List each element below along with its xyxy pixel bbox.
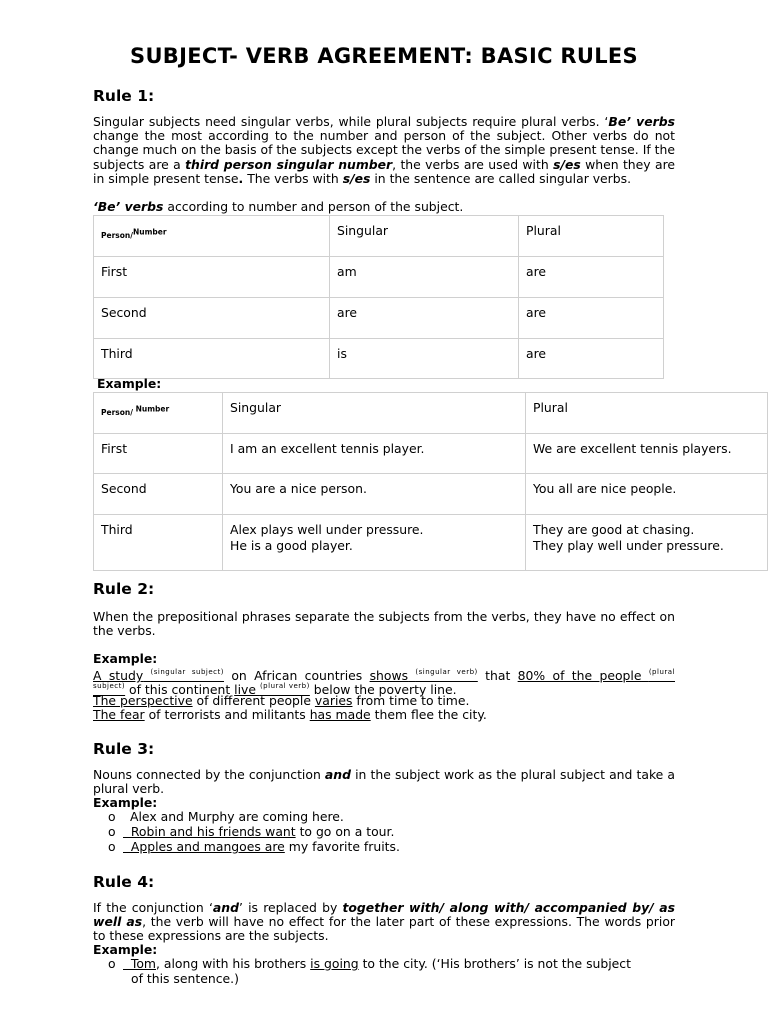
rule2-intro: When the prepositional phrases separate the subjects from the verbs, they have no effect on the verbs. bbox=[93, 609, 675, 639]
table-row bbox=[94, 515, 768, 571]
rule4-bullet-1: o Tom, along with his brothers is going to the city. (‘His brothers’ is not the subject bbox=[108, 956, 631, 971]
rule3-bullet-3: o Apples and mangoes are my favorite fruits. bbox=[108, 839, 400, 854]
plural-cell: are bbox=[519, 257, 664, 298]
rule2-example-2: The perspective of different people varies from time to time. bbox=[93, 693, 470, 708]
rule3-heading: Rule 3: bbox=[93, 740, 155, 758]
rule3-intro: Nouns connected by the conjunction and in the subject work as the plural subject and take a plural verb. bbox=[93, 767, 675, 797]
rule2-example-1-line1: A study $^{(singular subject)}$ on African countries shows $^{(singular verb)}$ that 80% of the people $^{(plural}$ bbox=[93, 668, 675, 683]
rule4-bullet-1-cont: of this sentence.) bbox=[131, 971, 239, 986]
rule2-example-1-line2: $^{subject)}$ of this continent live $^{(plural verb)}$ below the poverty line. bbox=[93, 682, 457, 697]
singular-header: Singular bbox=[223, 393, 526, 434]
table-row bbox=[94, 339, 664, 379]
person-number-header: Person/$^{Number}$ bbox=[94, 216, 330, 257]
page-title: SUBJECT- VERB AGREEMENT: BASIC RULES bbox=[130, 44, 638, 68]
person-number-header: Person/ $^{Number}$ bbox=[94, 393, 223, 434]
rule2-example-3: The fear of terrorists and militants has made them flee the city. bbox=[93, 707, 487, 722]
rule4-example-label: Example: bbox=[93, 942, 158, 957]
plural-cell: are bbox=[519, 298, 664, 339]
singular-cell: Alex plays well under pressure. He is a good player. bbox=[223, 515, 526, 571]
rule1-example-label: Example: bbox=[97, 376, 162, 391]
person-cell: Second bbox=[94, 474, 223, 515]
rule1-intro: Singular subjects need singular verbs, while plural subjects require plural verbs. ‘Be’ verbs change the most according to the number and person of the subject. Other verbs do not change much on the basis of the subjects except the verbs of the simple present tense. If the subjects are a third person singular number, the verbs are used with s/es when they are in simple present tense. The verbs with s/es in the sentence are called singular verbs. bbox=[93, 114, 676, 186]
be-verbs-table bbox=[93, 215, 664, 379]
singular-cell: am bbox=[330, 257, 519, 298]
singular-header: Singular bbox=[330, 216, 519, 257]
rule2-heading: Rule 2: bbox=[93, 580, 155, 598]
table-row bbox=[94, 474, 768, 515]
person-cell: First bbox=[94, 257, 330, 298]
plural-cell: You all are nice people. bbox=[526, 474, 768, 515]
rule4-intro: If the conjunction ‘and’ is replaced by together with/ along with/ accompanied by/ as well as, the verb will have no effect for the later part of these expressions. The words prior to these expressions are the subjects. bbox=[93, 900, 676, 944]
plural-header: Plural bbox=[526, 393, 768, 434]
singular-cell: is bbox=[330, 339, 519, 379]
singular-cell: I am an excellent tennis player. bbox=[223, 434, 526, 474]
table-header-row bbox=[94, 216, 664, 257]
person-cell: Third bbox=[94, 515, 223, 571]
be-verbs-caption: ‘Be’ verbs according to number and person of the subject. bbox=[93, 199, 464, 214]
table-row bbox=[94, 257, 664, 298]
person-cell: Second bbox=[94, 298, 330, 339]
rule3-example-label: Example: bbox=[93, 795, 158, 810]
examples-table bbox=[93, 392, 768, 571]
person-cell: Third bbox=[94, 339, 330, 379]
rule1-heading: Rule 1: bbox=[93, 87, 155, 105]
rule3-bullet-2: o Robin and his friends want to go on a tour. bbox=[108, 824, 395, 839]
table-row bbox=[94, 298, 664, 339]
rule2-example-label: Example: bbox=[93, 651, 158, 666]
rule3-bullet-1: o Alex and Murphy are coming here. bbox=[108, 809, 344, 824]
plural-cell: are bbox=[519, 339, 664, 379]
person-cell: First bbox=[94, 434, 223, 474]
rule4-heading: Rule 4: bbox=[93, 873, 155, 891]
table-header-row bbox=[94, 393, 768, 434]
plural-header: Plural bbox=[519, 216, 664, 257]
singular-cell: are bbox=[330, 298, 519, 339]
table-row bbox=[94, 434, 768, 474]
plural-cell: We are excellent tennis players. bbox=[526, 434, 768, 474]
plural-cell: They are good at chasing. They play well under pressure. bbox=[526, 515, 768, 571]
singular-cell: You are a nice person. bbox=[223, 474, 526, 515]
